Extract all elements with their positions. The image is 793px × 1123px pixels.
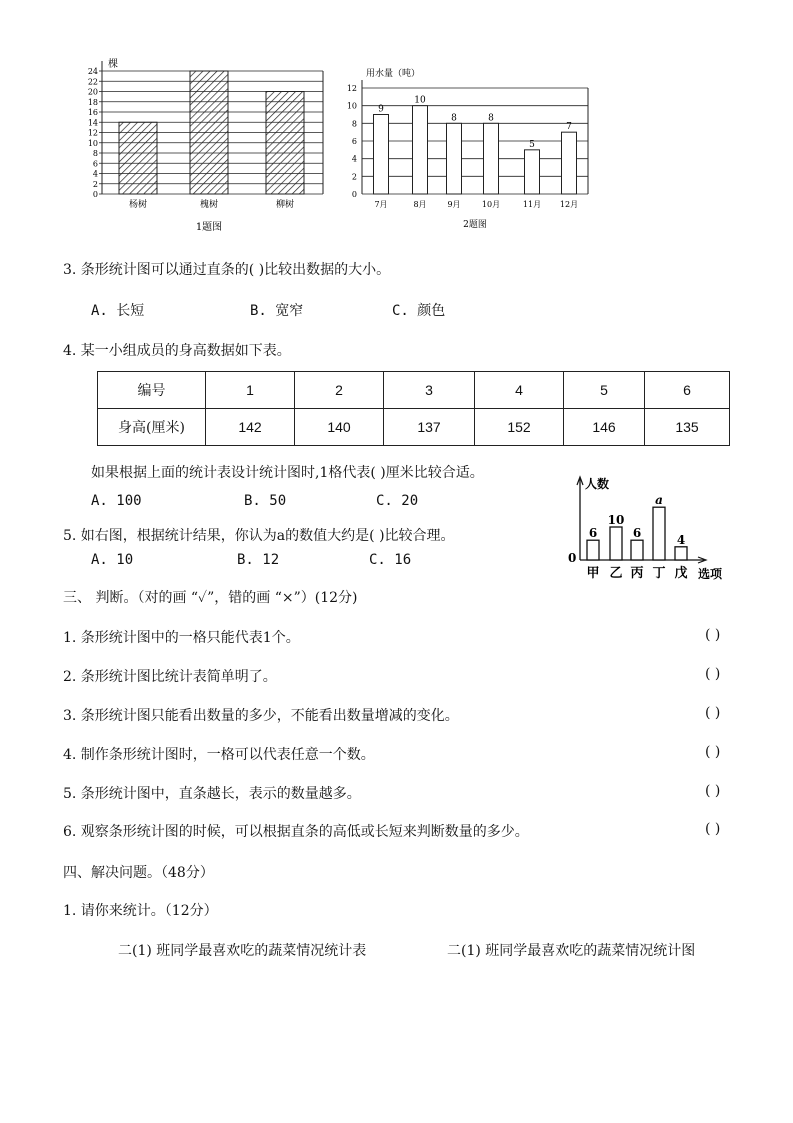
- y-tick-label: 4: [92, 169, 98, 179]
- table-cell: 3: [384, 372, 475, 409]
- q3-stem: 3. 条形统计图可以通过直条的( )比较出数据的大小。: [63, 262, 391, 278]
- y-tick-label: 4: [351, 154, 357, 164]
- x-tick-label: 甲: [586, 566, 600, 581]
- table-row: [98, 372, 730, 409]
- y-tick-label: 0: [351, 190, 357, 199]
- table-cell: 152: [475, 409, 564, 446]
- x-tick-label: 柳树: [275, 200, 295, 210]
- y-tick-label: 16: [87, 108, 98, 117]
- veg-chart-title: 二(1) 班同学最喜欢吃的蔬菜情况统计图: [447, 943, 696, 959]
- section4-heading: 四、解决问题。（48分）: [63, 865, 214, 881]
- bar-槐树: [190, 71, 228, 194]
- section4-q1: 1. 请你来统计。（12分）: [63, 903, 218, 919]
- x-tick-label: 11月: [522, 200, 542, 209]
- q5-stem: 5. 如右图，根据统计结果，你认为a的数值大约是( )比较合理。: [63, 528, 455, 544]
- bar-9月: [447, 123, 462, 194]
- y-axis-label: 人数: [585, 477, 610, 491]
- data-label: 9: [378, 104, 384, 115]
- x-tick-label: 丁: [652, 566, 666, 581]
- height-table: [97, 371, 730, 446]
- table-cell: 146: [564, 409, 645, 446]
- x-tick-label: 槐树: [199, 200, 219, 210]
- judge-answer-6[interactable]: ( ): [705, 821, 721, 837]
- data-label: 10: [607, 513, 625, 527]
- q5-option-c[interactable]: C. 16: [369, 552, 412, 568]
- bar-丙: [631, 540, 643, 560]
- judge-item-1: 1. 条形统计图中的一格只能代表1个。: [63, 630, 300, 646]
- bar-柳树: [266, 92, 304, 195]
- bar-8月: [413, 106, 428, 194]
- y-tick-label: 10: [87, 138, 98, 148]
- q4-option-b[interactable]: B. 50: [244, 493, 287, 509]
- y-tick-label: 10: [346, 101, 357, 111]
- data-label: a: [655, 493, 663, 508]
- judge-item-3: 3. 条形统计图只能看出数量的多少，不能看出数量增减的变化。: [63, 708, 459, 724]
- table-cell: 135: [645, 409, 730, 446]
- bar-戊: [675, 547, 687, 560]
- q3-option-c[interactable]: C. 颜色: [392, 303, 446, 319]
- y-axis-label: 用水量（吨）: [366, 69, 421, 79]
- table-cell-label: 编号: [98, 372, 206, 409]
- table-cell: 140: [295, 409, 384, 446]
- table-cell: 142: [206, 409, 295, 446]
- x-tick-label: 杨树: [128, 200, 148, 210]
- data-label: 8: [488, 113, 494, 124]
- bar-10月: [484, 123, 499, 194]
- section3-heading: 三、 判断。（对的画 “✓”，错的画 “×”）(12分): [63, 590, 358, 606]
- bar-12月: [562, 132, 577, 194]
- y-tick-label: 14: [87, 118, 98, 128]
- chart-option-counts: [560, 473, 730, 585]
- y-tick-label: 8: [351, 119, 357, 129]
- y-tick-label: 2: [92, 179, 98, 189]
- data-label: 4: [676, 532, 686, 547]
- bar-7月: [374, 115, 389, 195]
- veg-table-title: 二(1) 班同学最喜欢吃的蔬菜情况统计表: [118, 943, 367, 959]
- y-tick-label: 6: [92, 159, 98, 169]
- q5-option-b[interactable]: B. 12: [237, 552, 280, 568]
- y-tick-label: 24: [87, 67, 98, 76]
- table-cell: 6: [645, 372, 730, 409]
- x-tick-label: 9月: [447, 200, 461, 209]
- x-tick-label: 乙: [609, 566, 623, 581]
- judge-answer-1[interactable]: ( ): [705, 627, 721, 643]
- bar-丁: [653, 507, 665, 560]
- y-tick-label: 0: [92, 190, 98, 199]
- bar-甲: [587, 540, 599, 560]
- x-tick-label: 8月: [413, 200, 427, 209]
- data-label: 7: [566, 122, 572, 133]
- judge-item-6: 6. 观察条形统计图的时候，可以根据直条的高低或长短来判断数量的多少。: [63, 824, 529, 840]
- y-tick-label: 18: [87, 97, 98, 107]
- judge-answer-5[interactable]: ( ): [705, 783, 721, 799]
- bar-杨树: [119, 122, 157, 194]
- q5-option-a[interactable]: A. 10: [91, 552, 134, 568]
- x-axis-label: 选项: [698, 567, 723, 581]
- y-tick-label: 6: [351, 137, 357, 146]
- x-tick-label: 7月: [374, 200, 388, 209]
- x-tick-label: 丙: [630, 566, 644, 581]
- y-tick-label: 22: [87, 77, 98, 87]
- x-tick-label: 10月: [481, 200, 501, 209]
- judge-item-4: 4. 制作条形统计图时，一格可以代表任意一个数。: [63, 747, 375, 763]
- data-label: 10: [414, 95, 426, 106]
- q4-option-c[interactable]: C. 20: [376, 493, 419, 509]
- y-tick-label: 2: [351, 172, 357, 182]
- judge-item-5: 5. 条形统计图中，直条越长，表示的数量越多。: [63, 786, 361, 802]
- table-cell: 4: [475, 372, 564, 409]
- data-label: 6: [588, 526, 598, 541]
- y-tick-label: 8: [92, 149, 98, 158]
- table-row: [98, 409, 730, 446]
- q3-option-a[interactable]: A. 长短: [91, 303, 145, 319]
- y-tick-label: 12: [87, 128, 98, 138]
- judge-answer-4[interactable]: ( ): [705, 744, 721, 760]
- q4-stem: 4. 某一小组成员的身高数据如下表。: [63, 343, 291, 359]
- q3-option-b[interactable]: B. 宽窄: [250, 303, 304, 319]
- y-axis-label: 棵: [108, 59, 118, 70]
- chart-caption: 2题图: [463, 220, 487, 230]
- table-cell-label: 身高(厘米): [98, 409, 206, 446]
- x-tick-label: 戊: [674, 566, 688, 581]
- judge-answer-3[interactable]: ( ): [705, 705, 721, 721]
- table-cell: 2: [295, 372, 384, 409]
- bar-11月: [525, 150, 540, 194]
- origin-label: 0: [568, 551, 577, 565]
- q4-option-a[interactable]: A. 100: [91, 493, 142, 509]
- judge-answer-2[interactable]: ( ): [705, 666, 721, 682]
- chart-water-usage: [340, 62, 595, 230]
- data-label: 8: [451, 113, 457, 124]
- table-cell: 1: [206, 372, 295, 409]
- y-tick-label: 20: [87, 87, 98, 97]
- chart-caption: 1题图: [195, 222, 223, 233]
- y-tick-label: 12: [346, 84, 357, 93]
- bar-乙: [610, 527, 622, 560]
- table-cell: 5: [564, 372, 645, 409]
- x-tick-label: 12月: [559, 200, 579, 209]
- data-label: 5: [529, 139, 535, 150]
- table-cell: 137: [384, 409, 475, 446]
- judge-item-2: 2. 条形统计图比统计表简单明了。: [63, 669, 277, 685]
- data-label: 6: [632, 526, 642, 541]
- q4-followup: 如果根据上面的统计表设计统计图时,1格代表( )厘米比较合适。: [91, 465, 484, 481]
- chart-tree-count: [70, 55, 340, 235]
